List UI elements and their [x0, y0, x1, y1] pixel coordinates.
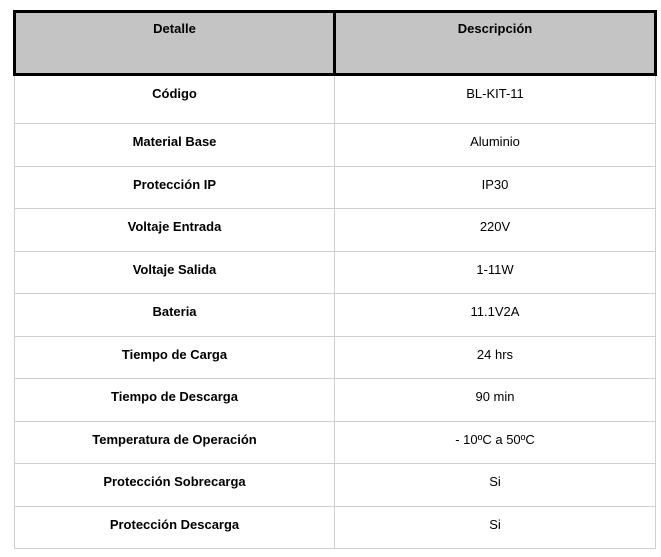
description-cell: 1-11W	[335, 252, 656, 294]
table-row	[15, 379, 656, 422]
detail-cell: Bateria	[15, 294, 335, 337]
description-cell: 24 hrs	[335, 337, 656, 379]
table-row	[15, 507, 656, 549]
header-detalle: Detalle	[15, 12, 335, 75]
table-row	[15, 209, 656, 252]
detail-cell: Protección Descarga	[15, 507, 335, 549]
detail-cell: Temperatura de Operación	[15, 422, 335, 464]
detail-cell: Protección Sobrecarga	[15, 464, 335, 507]
description-cell: - 10ºC a 50ºC	[335, 422, 656, 464]
table-row	[15, 75, 656, 124]
detail-cell: Código	[15, 75, 335, 124]
table-row	[15, 422, 656, 464]
description-cell: 220V	[335, 209, 656, 252]
description-cell: IP30	[335, 167, 656, 209]
detail-cell: Voltaje Entrada	[15, 209, 335, 252]
detail-cell: Material Base	[15, 124, 335, 167]
description-cell: Aluminio	[335, 124, 656, 167]
description-cell: 11.1V2A	[335, 294, 656, 337]
description-cell: 90 min	[335, 379, 656, 422]
description-cell: Si	[335, 507, 656, 549]
table-row	[15, 167, 656, 209]
header-descripcion: Descripción	[335, 12, 656, 75]
table-header-row	[15, 12, 656, 75]
table-row	[15, 124, 656, 167]
description-cell: Si	[335, 464, 656, 507]
table-row	[15, 252, 656, 294]
description-cell: BL-KIT-11	[335, 75, 656, 124]
specifications-table	[13, 10, 657, 549]
table-row	[15, 294, 656, 337]
detail-cell: Voltaje Salida	[15, 252, 335, 294]
detail-cell: Protección IP	[15, 167, 335, 209]
detail-cell: Tiempo de Descarga	[15, 379, 335, 422]
detail-cell: Tiempo de Carga	[15, 337, 335, 379]
table-row	[15, 464, 656, 507]
table-row	[15, 337, 656, 379]
